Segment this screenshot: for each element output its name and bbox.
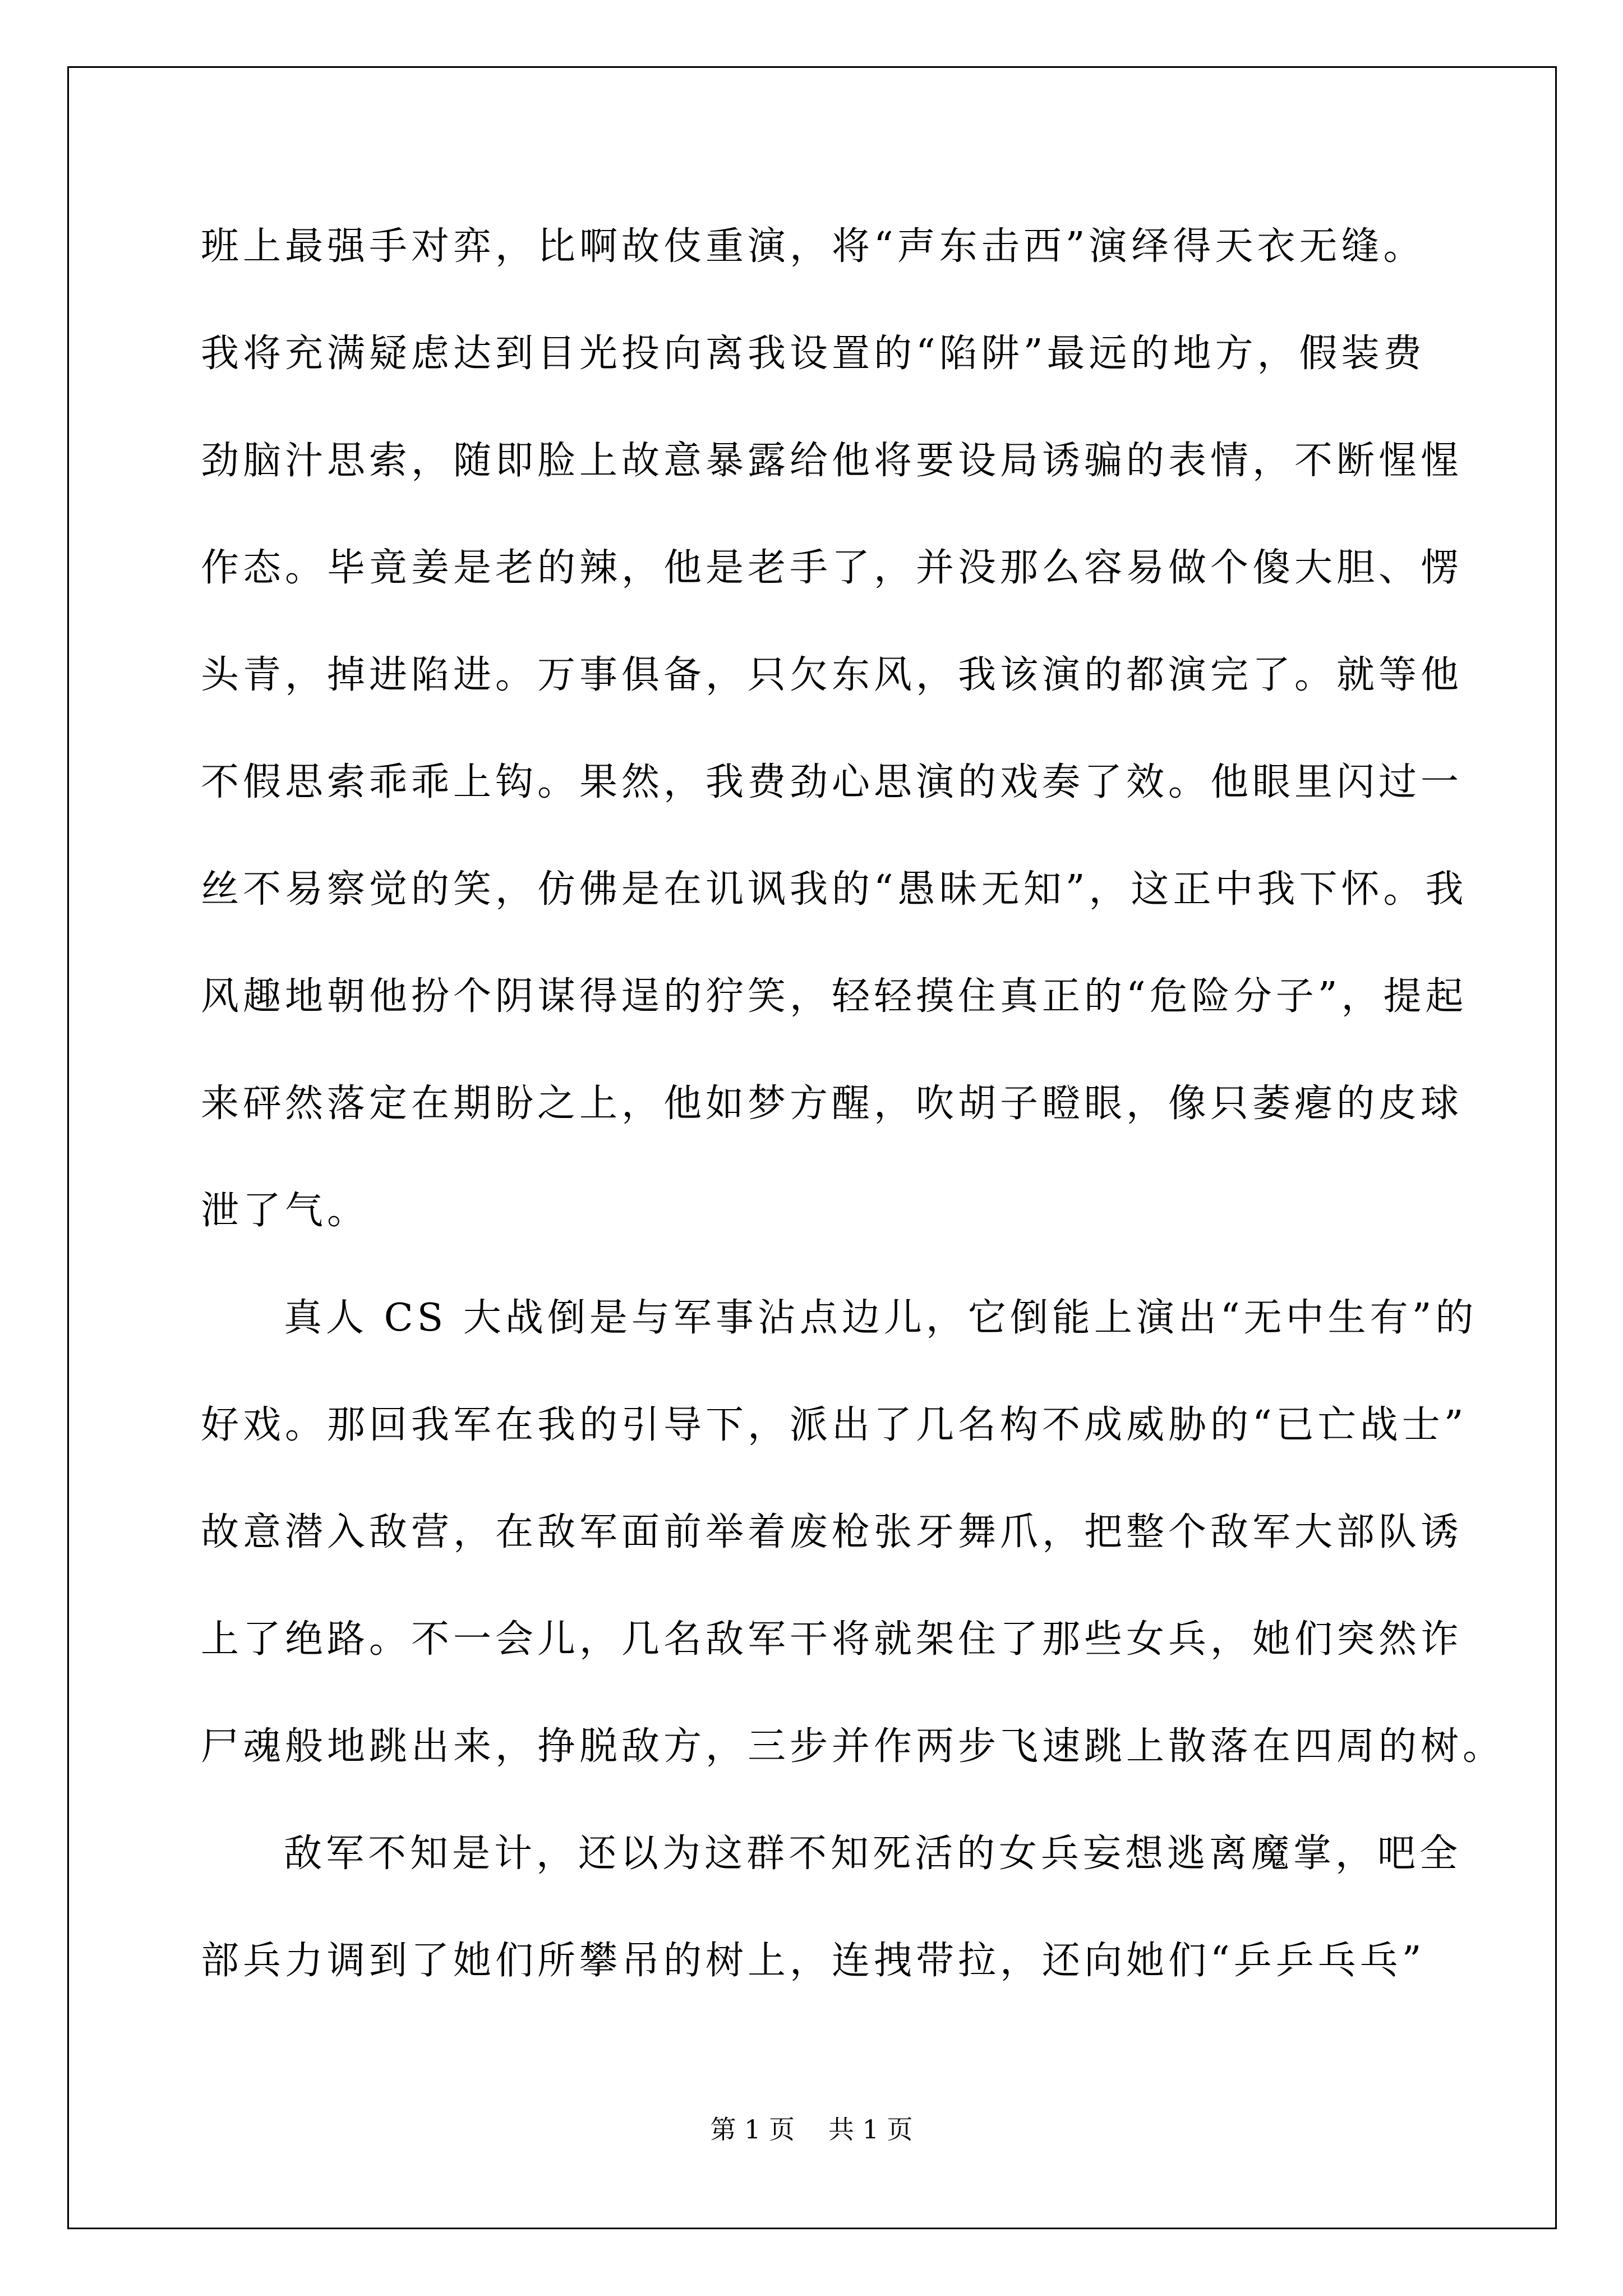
paragraph-first-line: 真人 CS 大战倒是与军事沾点边儿，它倒能上演出“无中生有”的 [284, 1296, 1478, 1340]
page-border [67, 66, 1557, 2229]
text-line: 好戏。那回我军在我的引导下，派出了几名构不成威胁的“已亡战士” [201, 1403, 1468, 1447]
text-line: 我将充满疑虑达到目光投向离我设置的“陷阱”最远的地方，假装费 [201, 332, 1426, 376]
text-line: 劲脑汁思索，随即脸上故意暴露给他将要设局诱骗的表情，不断惺惺 [201, 439, 1463, 483]
text-line: 部兵力调到了她们所攀吊的树上，连拽带拉，还向她们“乒乒乓乓” [201, 1939, 1426, 1983]
text-line: 班上最强手对弈，比啊故伎重演，将“声东击西”演绎得天衣无缝。 [201, 224, 1426, 269]
text-line: 风趣地朝他扮个阴谋得逞的狞笑，轻轻摸住真正的“危险分子”，提起 [201, 974, 1468, 1019]
text-line: 头青，掉进陷进。万事俱备，只欠东风，我该演的都演完了。就等他 [201, 653, 1463, 697]
text-line: 来砰然落定在期盼之上，他如梦方醒，吹胡子瞪眼，像只萎瘪的皮球 [201, 1082, 1463, 1126]
text-line: 丝不易察觉的笑，仿佛是在讥讽我的“愚昧无知”，这正中我下怀。我 [201, 867, 1468, 912]
text-line: 不假思索乖乖上钩。果然，我费劲心思演的戏奏了效。他眼里闪过一 [201, 760, 1463, 804]
text-line: 泄了气。 [201, 1189, 370, 1233]
text-line: 故意潜入敌营，在敌军面前举着废枪张牙舞爪，把整个敌军大部队诱 [201, 1510, 1463, 1554]
text-line: 作态。毕竟姜是老的辣，他是老手了，并没那么容易做个傻大胆、愣 [201, 546, 1463, 590]
page-number: 第 1 页 [710, 2114, 795, 2145]
page-footer [0, 2113, 1623, 2146]
page-total: 共 1 页 [828, 2114, 913, 2145]
text-line: 尸魂般地跳出来，挣脱敌方，三步并作两步飞速跳上散落在四周的树。 [201, 1724, 1505, 1769]
paragraph-first-line: 敌军不知是计，还以为这群不知死活的女兵妄想逃离魔掌，吧全 [284, 1832, 1462, 1876]
text-line: 上了绝路。不一会儿，几名敌军干将就架住了那些女兵，她们突然诈 [201, 1617, 1463, 1662]
